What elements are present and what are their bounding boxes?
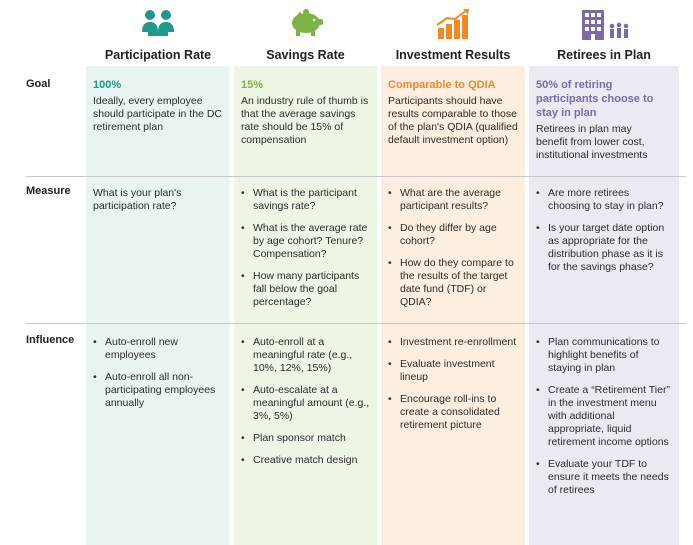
list-item: • Auto-enroll all non-participating employees annually: [93, 371, 223, 410]
list-item: • Auto-escalate at a meaningful amount (e.g., 3%, 5%): [241, 384, 373, 423]
goal-text: An industry rule of thumb is that the average savings rate should be 15% of compensation: [241, 95, 369, 146]
list-item: • Is your target date option as appropriate for the distribution phase as it is for the savings phase?: [536, 222, 672, 274]
column-title: Investment Results: [395, 48, 511, 62]
list-item: • Do they differ by age cohort?: [388, 222, 520, 248]
column-title: Savings Rate: [266, 48, 345, 62]
goal-headline: 15%: [241, 79, 264, 91]
row-label-influence: Influence: [26, 334, 75, 346]
header-participation-rate: [86, 0, 230, 66]
row-divider: [26, 176, 686, 177]
row-divider: [26, 323, 686, 324]
goal-cell-retirees: [536, 78, 666, 162]
goal-cell-participation: [93, 78, 225, 134]
list-item: • Plan communications to highlight benefits of staying in plan: [536, 336, 672, 375]
list-item: • What are the average participant results?: [388, 187, 520, 213]
influence-cell-retirees: [536, 336, 672, 506]
list-item: • Create a “Retirement Tier” in the investment menu with additional appropriate, liquid retirement income options: [536, 384, 672, 449]
goal-headline: 50% of retiring participants choose to stay in plan: [536, 79, 654, 119]
list-item: • Evaluate investment lineup: [388, 358, 520, 384]
list-item: • What is the average rate by age cohort? Tenure? Compensation?: [241, 222, 373, 261]
list-item: • What is the participant savings rate?: [241, 187, 373, 213]
influence-cell-investment: [388, 336, 520, 441]
column-title: Participation Rate: [104, 48, 212, 62]
measure-cell-investment: [388, 187, 520, 318]
row-label-measure: Measure: [26, 185, 71, 197]
list-item: • Investment re-enrollment: [388, 336, 520, 349]
goal-cell-investment: [388, 78, 520, 147]
column-title: Retirees in Plan: [557, 48, 651, 62]
measure-cell-participation: [93, 187, 223, 213]
row-label-goal: Goal: [26, 78, 51, 90]
measure-cell-savings: [241, 187, 373, 318]
goal-text: Participants should have results comparable to those of the plan's QDIA (qualified default investment option): [388, 95, 518, 146]
goal-headline: 100%: [93, 79, 122, 91]
header-investment-results: [381, 0, 525, 66]
goal-text: Retirees in plan may benefit from lower cost, institutional investments: [536, 123, 648, 161]
influence-cell-participation: [93, 336, 223, 419]
list-item: • Encourage roll-ins to create a consolidated retirement picture: [388, 393, 520, 432]
column-bg-participation: [86, 66, 230, 545]
people-icon: [141, 8, 175, 38]
goal-text: Ideally, every employee should participate in the DC retirement plan: [93, 95, 222, 133]
header-retirees-in-plan: [529, 0, 679, 66]
bar-chart-icon: [435, 8, 471, 40]
list-item: • Are more retirees choosing to stay in plan?: [536, 187, 672, 213]
header-savings-rate: [234, 0, 377, 66]
list-item: • How do they compare to the results of the target date fund (TDF) or QDIA?: [388, 257, 520, 309]
goal-headline: Comparable to QDIA: [388, 79, 496, 91]
goal-cell-savings: [241, 78, 373, 147]
building-people-icon: [576, 8, 632, 42]
list-item: • Evaluate your TDF to ensure it meets the needs of retirees: [536, 458, 672, 497]
list-item: • Creative match design: [241, 454, 373, 467]
measure-text: What is your plan's participation rate?: [93, 187, 182, 212]
piggy-bank-icon: [287, 8, 325, 38]
list-item: • Auto-enroll new employees: [93, 336, 223, 362]
list-item: • How many participants fall below the goal percentage?: [241, 270, 373, 309]
influence-cell-savings: [241, 336, 373, 476]
measure-cell-retirees: [536, 187, 672, 283]
list-item: • Plan sponsor match: [241, 432, 373, 445]
list-item: • Auto-enroll at a meaningful rate (e.g., 10%, 12%, 15%): [241, 336, 373, 375]
